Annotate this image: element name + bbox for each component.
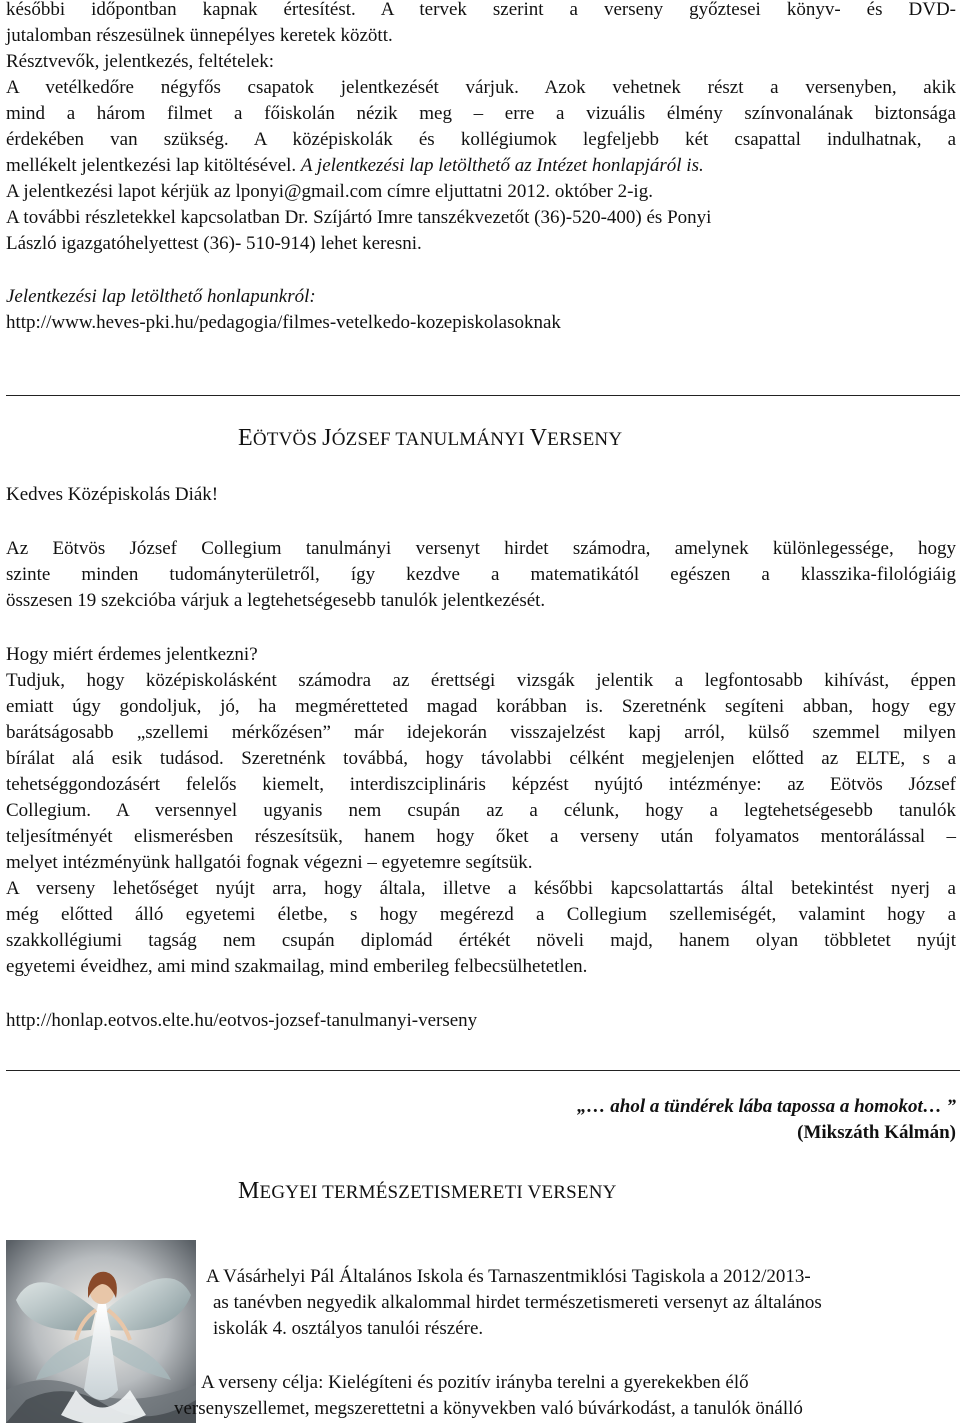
- s2-p3-line-2: még előtted álló egyetemi életbe, s hogy megérezd a Collegium szellemiségét, valamint hogy a: [6, 904, 956, 925]
- megyei-heading: MEGYEI TERMÉSZETISMERETI VERSENY: [238, 1178, 617, 1204]
- s1-line-7-italic: A jelentkezési lap letölthető az Intézet honlapjáról is.: [300, 155, 704, 176]
- s2-p2-line-1: Tudjuk, hogy középiskolásként számodra az érettségi vizsgák jelentik a legfontosabb kihívást, éppen: [6, 670, 956, 691]
- s2-p2-line-8: melyet intézményünk hallgatói fognak végezni – egyetemre segítsük.: [6, 852, 533, 873]
- s1-line-3: Résztvevők, jelentkezés, feltételek:: [6, 51, 274, 72]
- s2-p2-line-6: Collegium. A versennyel ugyanis nem csupán az a célunk, hogy a legtehetségesebb tanulók: [6, 800, 956, 821]
- goal-line-2: versenyszellemet, megszerettetni a könyvekben való búvárkodást, a tanulók önálló: [174, 1398, 803, 1419]
- section-divider-2: [6, 1070, 960, 1071]
- s2-p2-line-5: tehetséggondozásért felelős kiemelt, interdiszciplináris képzést nyújtó intézménye: az Eötvös József: [6, 774, 956, 795]
- s2-p1-line-1: Az Eötvös József Collegium tanulmányi versenyt hirdet számodra, amelynek különlegessége, hogy: [6, 538, 956, 559]
- intro-line-3: iskolák 4. osztályos tanulói részére.: [213, 1318, 484, 1339]
- s1-line-1: későbbi időpontban kapnak értesítést. A tervek szerint a verseny győztesei könyv- és DVD-: [6, 0, 956, 20]
- s1-line-6: érdekében van szükség. A középiskolák és kollégiumok legfeljebb két csapattal indulhatnak, a: [6, 129, 956, 150]
- s2-p3-line-1: A verseny lehetőséget nyújt arra, hogy általa, illetve a későbbi kapcsolattartás által betekintést nyerj a: [6, 878, 956, 899]
- s2-p2-line-3: barátságosabb „szellemi mérkőzésen” már idejekorán visszajelzést kapj arról, külső szemmel milyen: [6, 722, 956, 743]
- s2-p2-line-4: bírálat alá esik tudásod. Szeretnénk továbbá, hogy távolabbi célként megjelenjen előtted az ELTE, s a: [6, 748, 956, 769]
- download-label: Jelentkezési lap letölthető honlapunkról:: [6, 286, 316, 307]
- s1-line-7-text: mellékelt jelentkezési lap kitöltésével.: [6, 155, 301, 176]
- s1-line-5: mind a három filmet a főiskolán nézik meg – erre a vizuális élmény színvonalának biztonsága: [6, 103, 956, 124]
- s1-line-9: A további részletekkel kapcsolatban Dr. Szíjártó Imre tanszékvezetőt (36)-520-400) és Ponyi: [6, 207, 712, 228]
- quote-author: (Mikszáth Kálmán): [797, 1122, 956, 1143]
- eotvos-heading: EÖTVÖS JÓZSEF TANULMÁNYI VERSENY: [238, 425, 623, 451]
- s2-p1-line-3: összesen 19 szekcióba várjuk a legtehetségesebb tanulók jelentkezését.: [6, 590, 546, 611]
- s2-p2-line-2: emiatt úgy gondoljuk, jó, ha megméretteted magad korábban is. Szeretnénk segíteni abban, hogy egy: [6, 696, 956, 717]
- question-line: Hogy miért érdemes jelentkezni?: [6, 644, 258, 665]
- quote: „… ahol a tündérek lába tapossa a homokot… ”: [577, 1096, 956, 1117]
- fairy-illustration: [6, 1240, 196, 1423]
- goal-line-1: A verseny célja: Kielégíteni és pozitív irányba terelni a gyerekekben élő: [201, 1372, 749, 1393]
- intro-line-2: as tanévben negyedik alkalommal hirdet természetismereti versenyt az általános: [213, 1292, 822, 1313]
- s2-p2-line-7: teljesítményét elismerésben részesítsük, hanem hogy őket a verseny után folyamatos mentorálással –: [6, 826, 956, 847]
- s2-p3-line-3: szakkollégiumi tagság nem csupán diplomád értékét növeli majd, hanem olyan többletet nyújt: [6, 930, 956, 951]
- s1-line-8: A jelentkezési lapot kérjük az lponyi@gmail.com címre eljuttatni 2012. október 2-ig.: [6, 181, 653, 202]
- section-divider-1: [6, 395, 960, 396]
- greeting: Kedves Középiskolás Diák!: [6, 484, 219, 505]
- s1-line-10: László igazgatóhelyettest (36)- 510-914) lehet keresni.: [6, 233, 422, 254]
- eotvos-link[interactable]: http://honlap.eotvos.elte.hu/eotvos-jozsef-tanulmanyi-verseny: [6, 1010, 478, 1031]
- s2-p1-line-2: szinte minden tudományterületről, így kezdve a matematikától egészen a klasszika-filológiáig: [6, 564, 956, 585]
- s1-line-2: jutalomban részesülnek ünnepélyes keretek között.: [6, 25, 393, 46]
- s1-line-7: [6, 153, 704, 179]
- s2-p3-line-4: egyetemi éveidhez, ami mind szakmailag, mind emberileg felbecsülhetetlen.: [6, 956, 588, 977]
- intro-line-1: A Vásárhelyi Pál Általános Iskola és Tarnaszentmiklósi Tagiskola a 2012/2013-: [206, 1266, 811, 1287]
- s1-line-4: A vetélkedőre négyfős csapatok jelentkezését várjuk. Azok vehetnek részt a versenyben, akik: [6, 77, 956, 98]
- download-link[interactable]: http://www.heves-pki.hu/pedagogia/filmes-vetelkedo-kozepiskolasoknak: [6, 312, 561, 333]
